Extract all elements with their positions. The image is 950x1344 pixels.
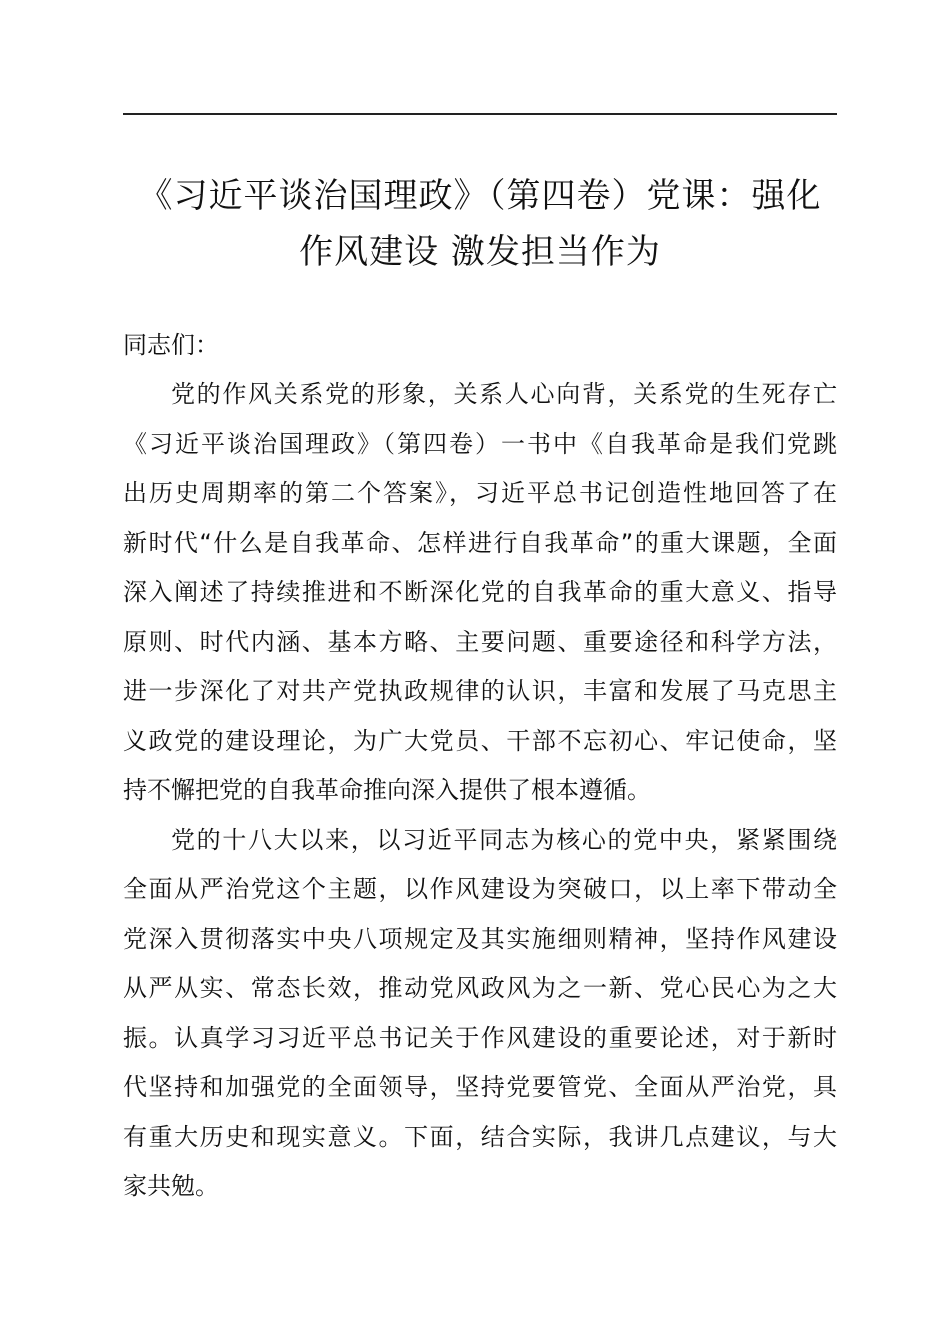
paragraph-2 [123, 816, 837, 1212]
paragraph-line: 党的十八大以来，以习近平同志为核心的党中央，紧紧围绕 [171, 825, 837, 854]
paragraph-line: 持不懈把党的自我革命推向深入提供了根本遵循。 [123, 776, 651, 804]
paragraph-line: 出历史周期率的第二个答案》，习近平总书记创造性地回答了在 [123, 479, 837, 507]
paragraph-line: 进一步深化了对共产党执政规律的认识，丰富和发展了马克思主 [123, 677, 837, 705]
title-line-1: 《习近平谈治国理政》（第四卷）党课：强化 [138, 176, 822, 216]
paragraph-line: 代坚持和加强党的全面领导，坚持党要管党、全面从严治党，具 [123, 1073, 837, 1101]
document-body [123, 320, 837, 1212]
header-rule [123, 113, 837, 115]
paragraph-line: 振。认真学习习近平总书记关于作风建设的重要论述，对于新时 [123, 1023, 837, 1052]
paragraph-line: 家共勉。 [123, 1172, 219, 1200]
salutation: 同志们： [123, 331, 219, 359]
paragraph-line: 义政党的建设理论，为广大党员、干部不忘初心、牢记使命，坚 [123, 726, 837, 755]
paragraph-line: 党的作风关系党的形象，关系人心向背，关系党的生死存亡 [171, 380, 837, 408]
paragraph-line: 原则、时代内涵、基本方略、主要问题、重要途径和科学方法， [123, 627, 837, 656]
paragraph-line: 《习近平谈治国理政》（第四卷）一书中《自我革命是我们党跳 [123, 429, 837, 458]
paragraph-line: 新时代“什么是自我革命、怎样进行自我革命”的重大课题，全面 [123, 528, 837, 557]
document-title [110, 168, 850, 280]
title-line-2: 作风建设 激发担当作为 [299, 232, 661, 272]
paragraph-line: 有重大历史和现实意义。下面，结合实际，我讲几点建议，与大 [123, 1122, 837, 1151]
paragraph-line: 党深入贯彻落实中央八项规定及其实施细则精神，坚持作风建设 [123, 924, 837, 953]
paragraph-line: 全面从严治党这个主题，以作风建设为突破口，以上率下带动全 [123, 875, 837, 903]
paragraph-line: 从严从实、常态长效，推动党风政风为之一新、党心民心为之大 [123, 974, 837, 1002]
paragraph-line: 深入阐述了持续推进和不断深化党的自我革命的重大意义、指导 [123, 578, 837, 606]
paragraph-1 [123, 370, 837, 816]
